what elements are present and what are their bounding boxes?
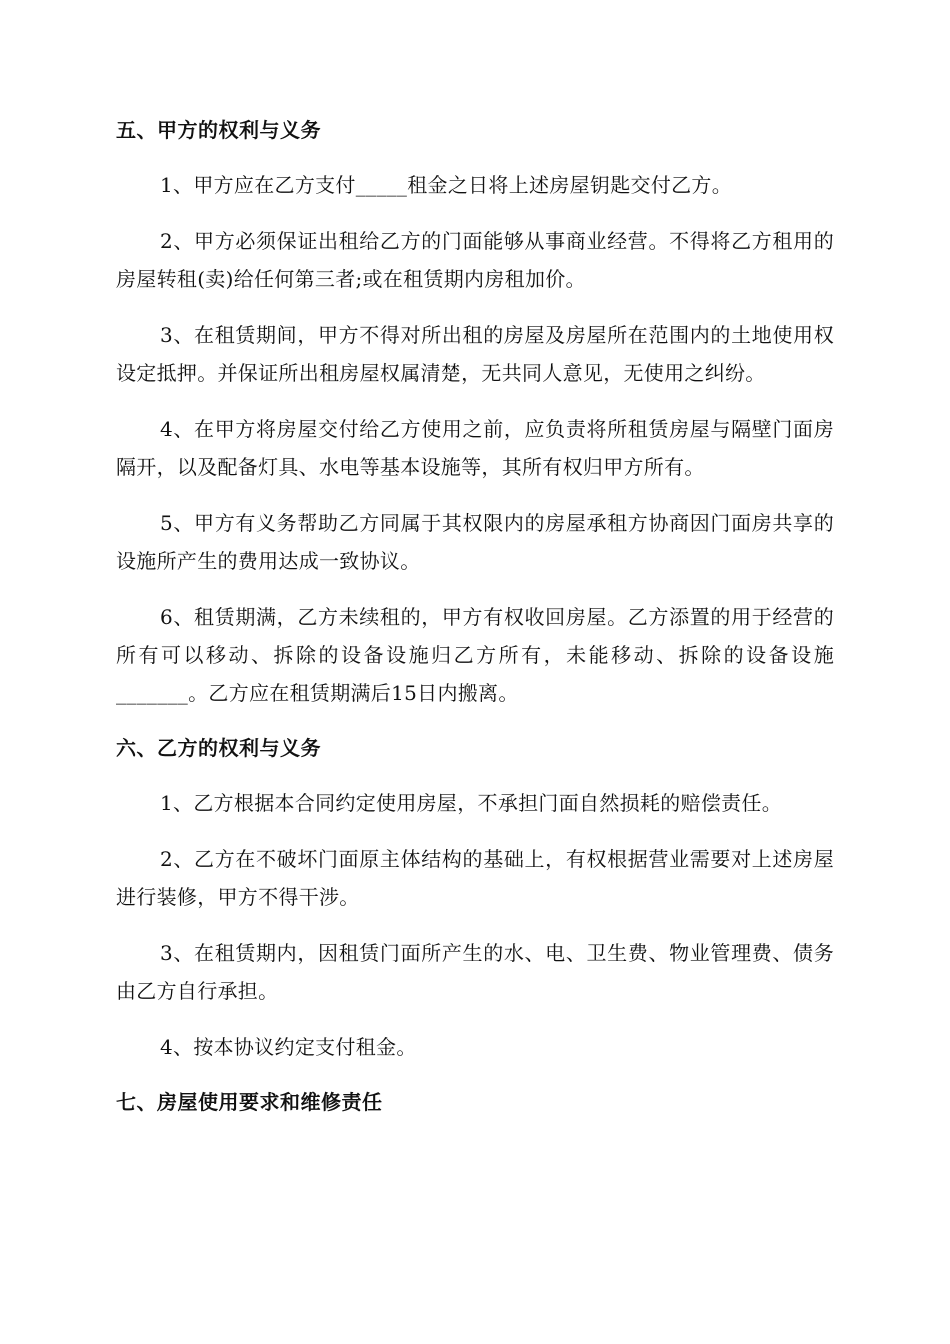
clause-5-6: 6、租赁期满，乙方未续租的，甲方有权收回房屋。乙方添置的用于经营的所有可以移动、拆除的设备设施归乙方所有，未能移动、拆除的设备设施_______。乙方应在租赁期满后15日内搬离。 [116, 605, 834, 705]
clause-6-4: 4、按本协议约定支付租金。 [160, 1035, 417, 1059]
clause-5-4: 4、在甲方将房屋交付给乙方使用之前，应负责将所租赁房屋与隔壁门面房隔开，以及配备灯具、水电等基本设施等，其所有权归甲方所有。 [116, 417, 834, 479]
clause-5-2: 2、甲方必须保证出租给乙方的门面能够从事商业经营。不得将乙方租用的房屋转租(卖)给任何第三者;或在租赁期内房租加价。 [116, 229, 834, 291]
section-heading-7: 七、房屋使用要求和维修责任 [116, 1090, 383, 1114]
document-page [116, 112, 834, 1138]
clause-6-3: 3、在租赁期内，因租赁门面所产生的水、电、卫生费、物业管理费、债务由乙方自行承担。 [116, 941, 834, 1003]
clause-5-5: 5、甲方有义务帮助乙方同属于其权限内的房屋承租方协商因门面房共享的设施所产生的费用达成一致协议。 [116, 511, 834, 573]
clause-5-3: 3、在租赁期间，甲方不得对所出租的房屋及房屋所在范围内的土地使用权设定抵押。并保证所出租房屋权属清楚，无共同人意见，无使用之纠纷。 [116, 323, 834, 385]
section-heading-6: 六、乙方的权利与义务 [116, 736, 321, 760]
clause-6-1: 1、乙方根据本合同约定使用房屋，不承担门面自然损耗的赔偿责任。 [160, 791, 783, 815]
section-heading-5: 五、甲方的权利与义务 [116, 118, 321, 142]
clause-6-2: 2、乙方在不破坏门面原主体结构的基础上，有权根据营业需要对上述房屋进行装修，甲方不得干涉。 [116, 847, 834, 909]
clause-5-1: 1、甲方应在乙方支付_____租金之日将上述房屋钥匙交付乙方。 [160, 173, 733, 197]
